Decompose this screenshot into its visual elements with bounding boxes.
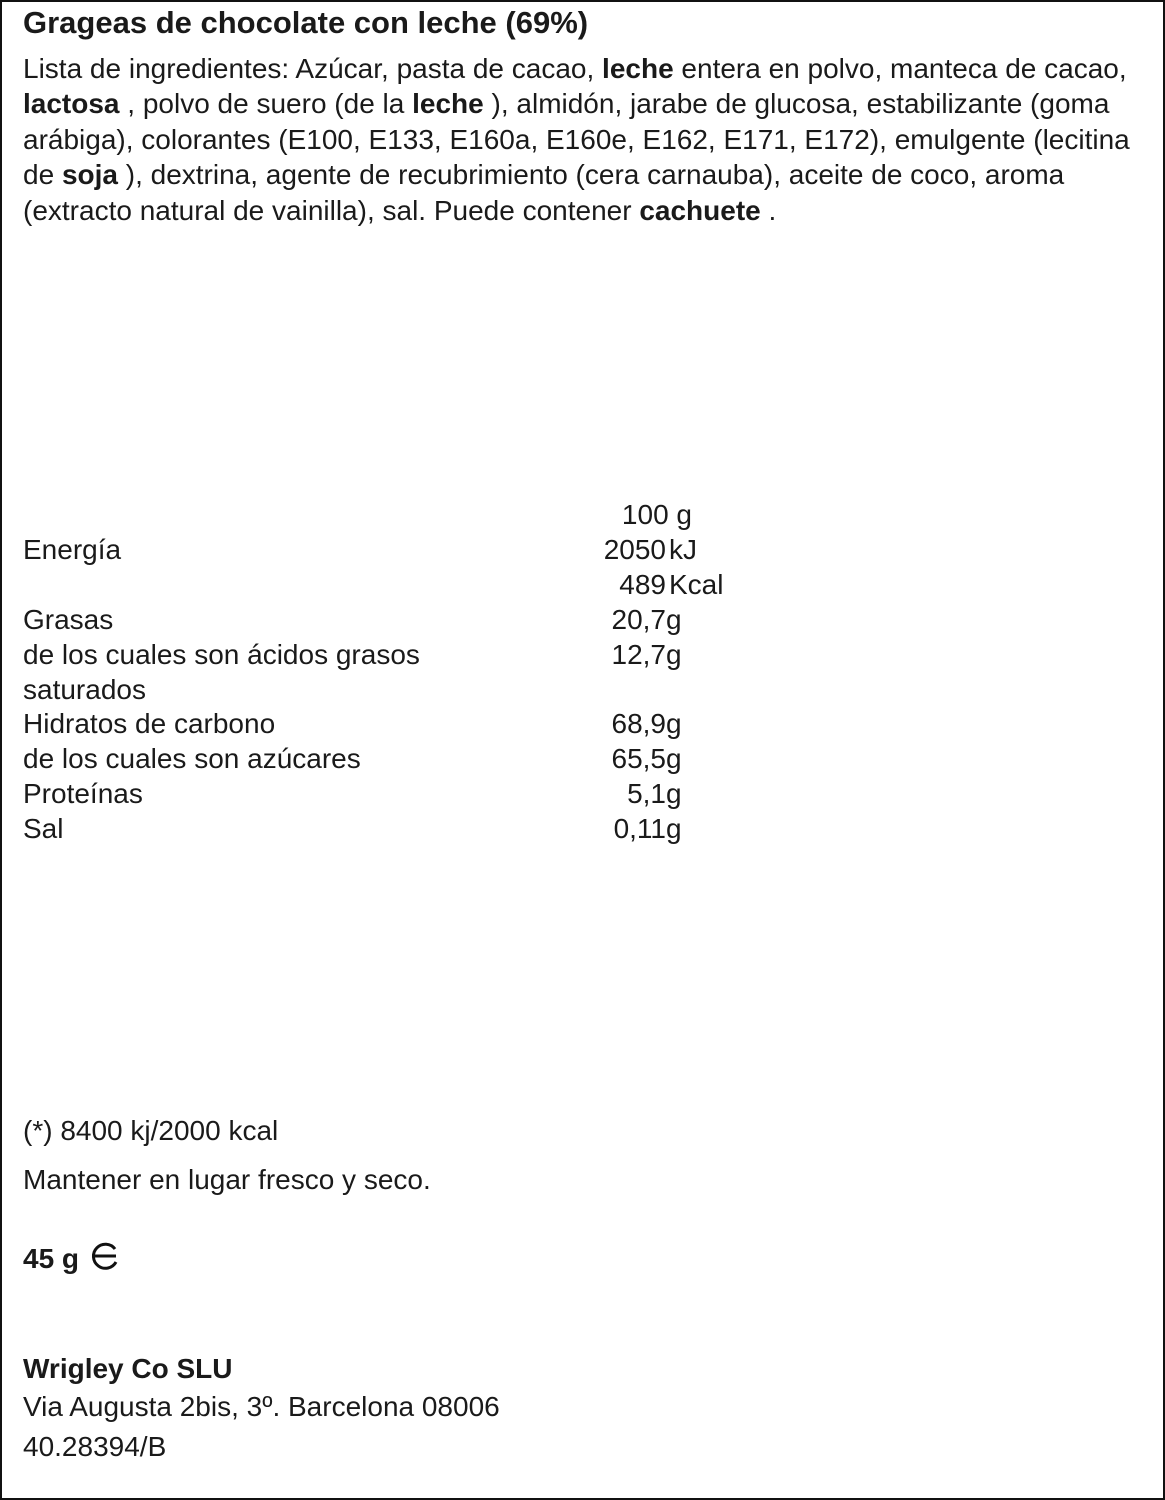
nutrition-header: 100 g	[621, 499, 692, 530]
allergen-text: cachuete	[639, 194, 761, 226]
nutrition-unit-saturated: g	[666, 639, 682, 670]
company-name: Wrigley Co SLU	[23, 1353, 233, 1384]
nutrition-value-protein: 5,1	[627, 778, 666, 809]
nutrition-unit-protein: g	[666, 778, 682, 809]
ingredient-text: , polvo de suero (de la	[119, 88, 413, 120]
nutrition-value-energy-kj: 2050	[603, 534, 666, 565]
nutrition-unit-energy-kj: kJ	[669, 534, 697, 565]
company-registry: 40.28394/B	[23, 1431, 167, 1462]
nutrition-label-sugars: de los cuales son azúcares	[23, 743, 361, 774]
reference-intake-footnote: (*) 8400 kj/2000 kcal	[23, 1115, 279, 1146]
nutrition-label-energy: Energía	[23, 534, 122, 565]
nutrition-label-carbs: Hidratos de carbono	[23, 708, 276, 739]
nutrition-value-carbs: 68,9	[611, 708, 666, 739]
nutrition-label-salt: Sal	[23, 813, 64, 844]
nutrition-unit-energy-kcal: Kcal	[669, 569, 724, 600]
nutrition-label-fat: Grasas	[23, 604, 114, 635]
nutrition-value-sugars: 65,5	[611, 743, 666, 774]
nutrition-unit-salt: g	[666, 813, 682, 844]
ingredient-text: ), dextrina, agente de recubrimiento (cera carnauba), aceite de coco, aroma (extracto natural de vainilla), sal. Puede contener	[23, 159, 1065, 226]
nutrition-value-energy-kcal: 489	[619, 569, 666, 600]
allergen-text: leche	[412, 88, 484, 120]
allergen-text: soja	[61, 159, 118, 191]
company-address: Via Augusta 2bis, 3º. Barcelona 08006	[23, 1391, 500, 1422]
nutrition-value-fat: 20,7	[611, 604, 666, 635]
nutrition-unit-sugars: g	[666, 743, 682, 774]
ingredient-text: entera en polvo, manteca de cacao,	[673, 53, 1127, 84]
estimated-sign-icon	[89, 1240, 121, 1280]
net-weight	[23, 1240, 121, 1280]
nutrition-label-protein: Proteínas	[23, 778, 143, 809]
ingredient-text: ), almidón, jarabe de glucosa, estabilizante (goma arábiga), colorantes (E100, E133, E160a, E160e, E162, E171, E172), emulgente (lecitina de	[23, 88, 1130, 191]
nutrition-label-saturated: de los cuales son ácidos grasos	[23, 639, 420, 670]
allergen-text: leche	[602, 53, 674, 84]
nutrition-label-saturated-cont: saturados	[23, 674, 146, 705]
storage-instructions: Mantener en lugar fresco y seco.	[23, 1164, 431, 1195]
ingredients-list	[23, 51, 1138, 228]
ingredient-text: Lista de ingredientes: Azúcar, pasta de cacao,	[23, 53, 603, 84]
nutrition-unit-carbs: g	[666, 708, 682, 739]
net-weight-value: 45 g	[23, 1243, 80, 1274]
nutrition-value-salt: 0,11	[613, 813, 666, 844]
nutrition-value-saturated: 12,7	[611, 639, 666, 670]
product-title: Grageas de chocolate con leche (69%)	[23, 5, 589, 40]
ingredient-text: .	[760, 194, 777, 226]
allergen-text: lactosa	[23, 88, 120, 120]
nutrition-unit-fat: g	[666, 604, 682, 635]
